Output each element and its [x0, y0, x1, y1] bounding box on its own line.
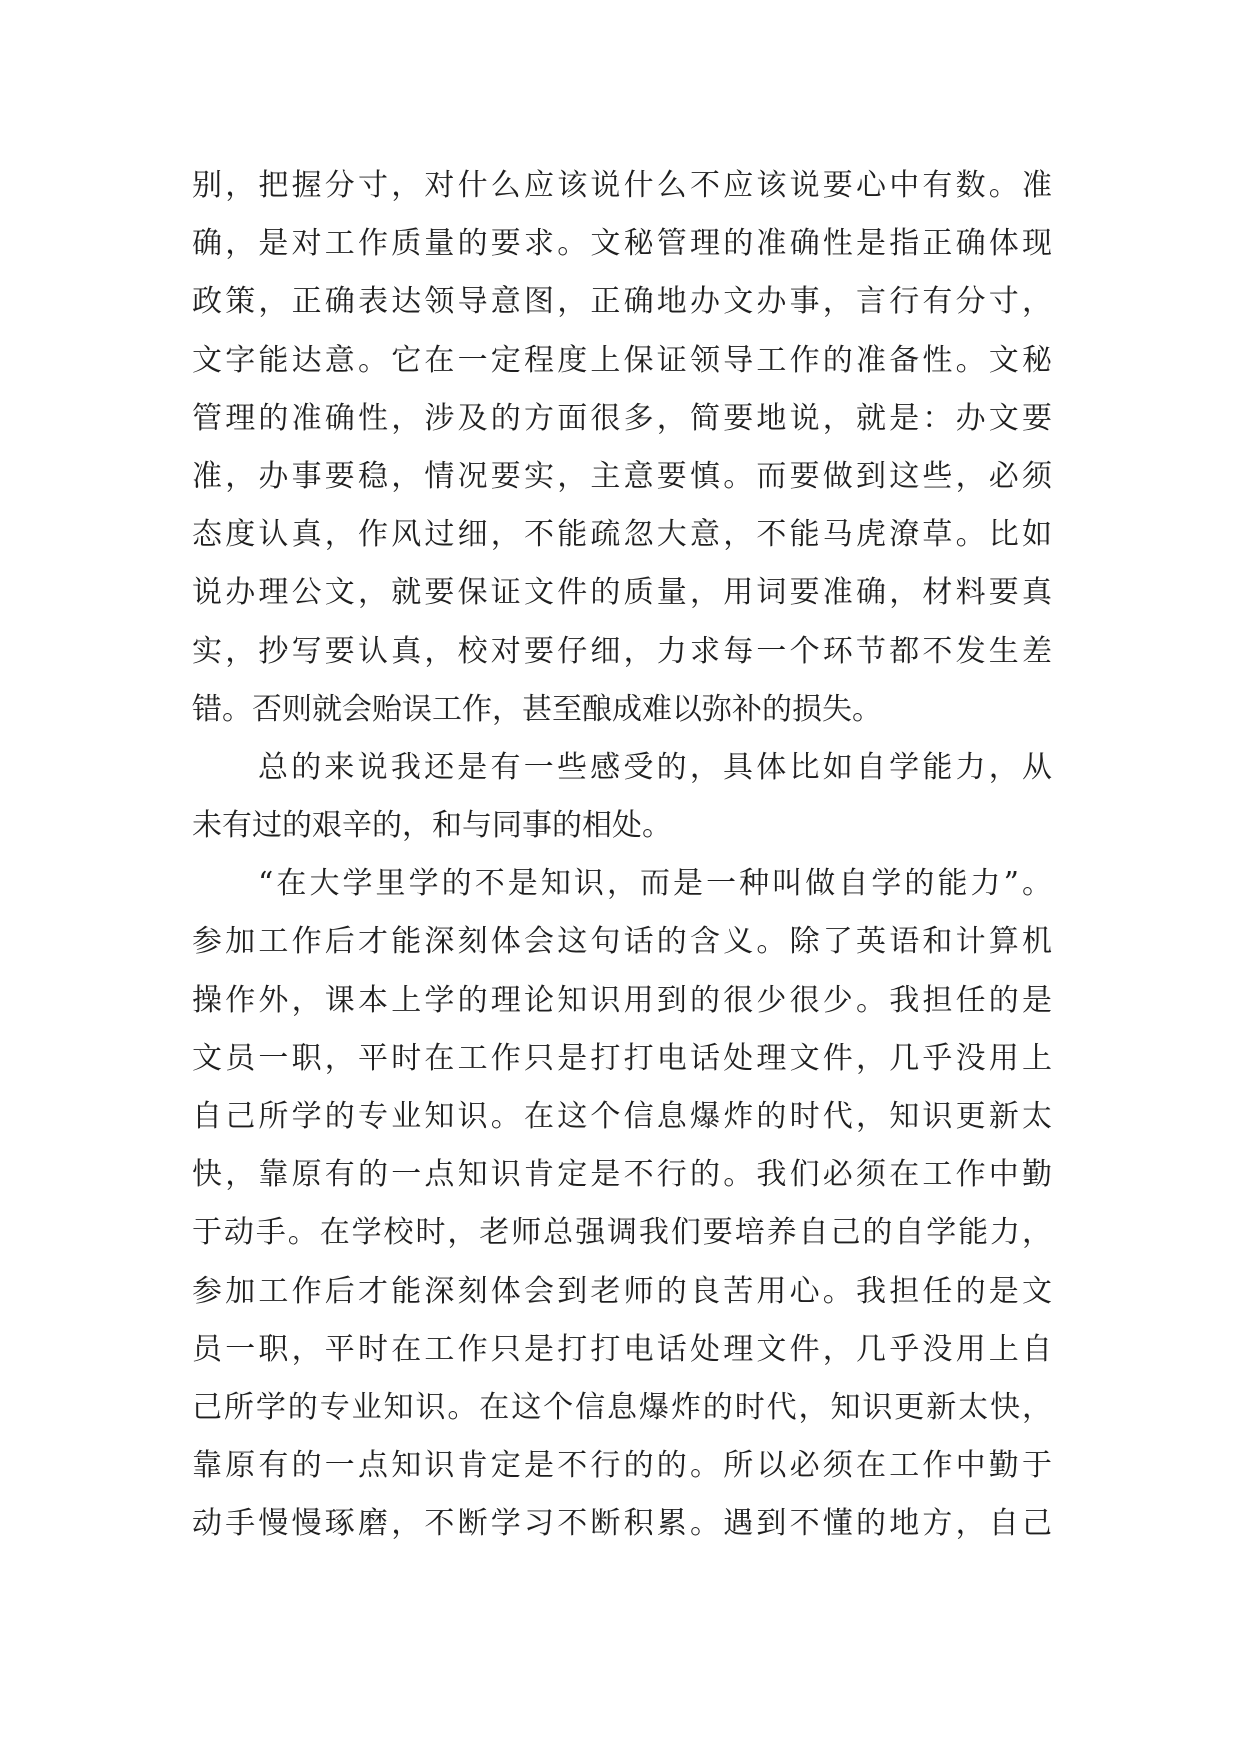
text-line: 文字能达意。它在一定程度上保证领导工作的准备性。文秘 — [192, 342, 1052, 378]
text-line: 参加工作后才能深刻体会到老师的良苦用心。我担任的是文 — [192, 1273, 1052, 1309]
text-line: 别，把握分寸，对什么应该说什么不应该说要心中有数。准 — [192, 168, 1052, 203]
text-line: 自己所学的专业知识。在这个信息爆炸的时代，知识更新太 — [192, 1099, 1052, 1134]
text-line: 说办理公文，就要保证文件的质量，用词要准确，材料要真 — [192, 575, 1052, 611]
text-line: 未有过的艰辛的，和与同事的相处。 — [192, 808, 672, 844]
text-line: 态度认真，作风过细，不能疏忽大意，不能马虎潦草。比如 — [192, 517, 1052, 553]
text-line: 操作外，课本上学的理论知识用到的很少很少。我担任的是 — [192, 982, 1052, 1018]
text-line: 确，是对工作质量的要求。文秘管理的准确性是指正确体现 — [192, 226, 1052, 262]
text-line: 准，办事要稳，情况要实，主意要慎。而要做到这些，必须 — [192, 458, 1052, 494]
paragraph-first-line: “在大学里学的不是知识，而是一种叫做自学的能力”。 — [258, 866, 1052, 902]
text-line: 动手慢慢琢磨，不断学习不断积累。遇到不懂的地方，自己 — [192, 1506, 1052, 1542]
text-line: 错。否则就会贻误工作，甚至酿成难以弥补的损失。 — [192, 691, 882, 727]
text-line: 文员一职，平时在工作只是打打电话处理文件，几乎没用上 — [192, 1040, 1052, 1076]
text-line: 快，靠原有的一点知识肯定是不行的。我们必须在工作中勤 — [192, 1157, 1052, 1193]
document-body — [192, 157, 1052, 1554]
text-line: 政策，正确表达领导意图，正确地办文办事，言行有分寸， — [192, 284, 1052, 320]
text-line: 实，抄写要认真，校对要仔细，力求每一个环节都不发生差 — [192, 633, 1052, 669]
text-line: 靠原有的一点知识肯定是不行的的。所以必须在工作中勤于 — [192, 1448, 1052, 1484]
text-line: 员一职，平时在工作只是打打电话处理文件，几乎没用上自 — [192, 1331, 1052, 1367]
text-line: 参加工作后才能深刻体会这句话的含义。除了英语和计算机 — [192, 924, 1052, 960]
text-line: 管理的准确性，涉及的方面很多，简要地说，就是：办文要 — [192, 400, 1052, 436]
text-line: 己所学的专业知识。在这个信息爆炸的时代，知识更新太快， — [192, 1389, 1052, 1425]
paragraph-first-line: 总的来说我还是有一些感受的，具体比如自学能力，从 — [258, 749, 1052, 785]
text-line: 于动手。在学校时，老师总强调我们要培养自己的自学能力， — [192, 1215, 1052, 1251]
